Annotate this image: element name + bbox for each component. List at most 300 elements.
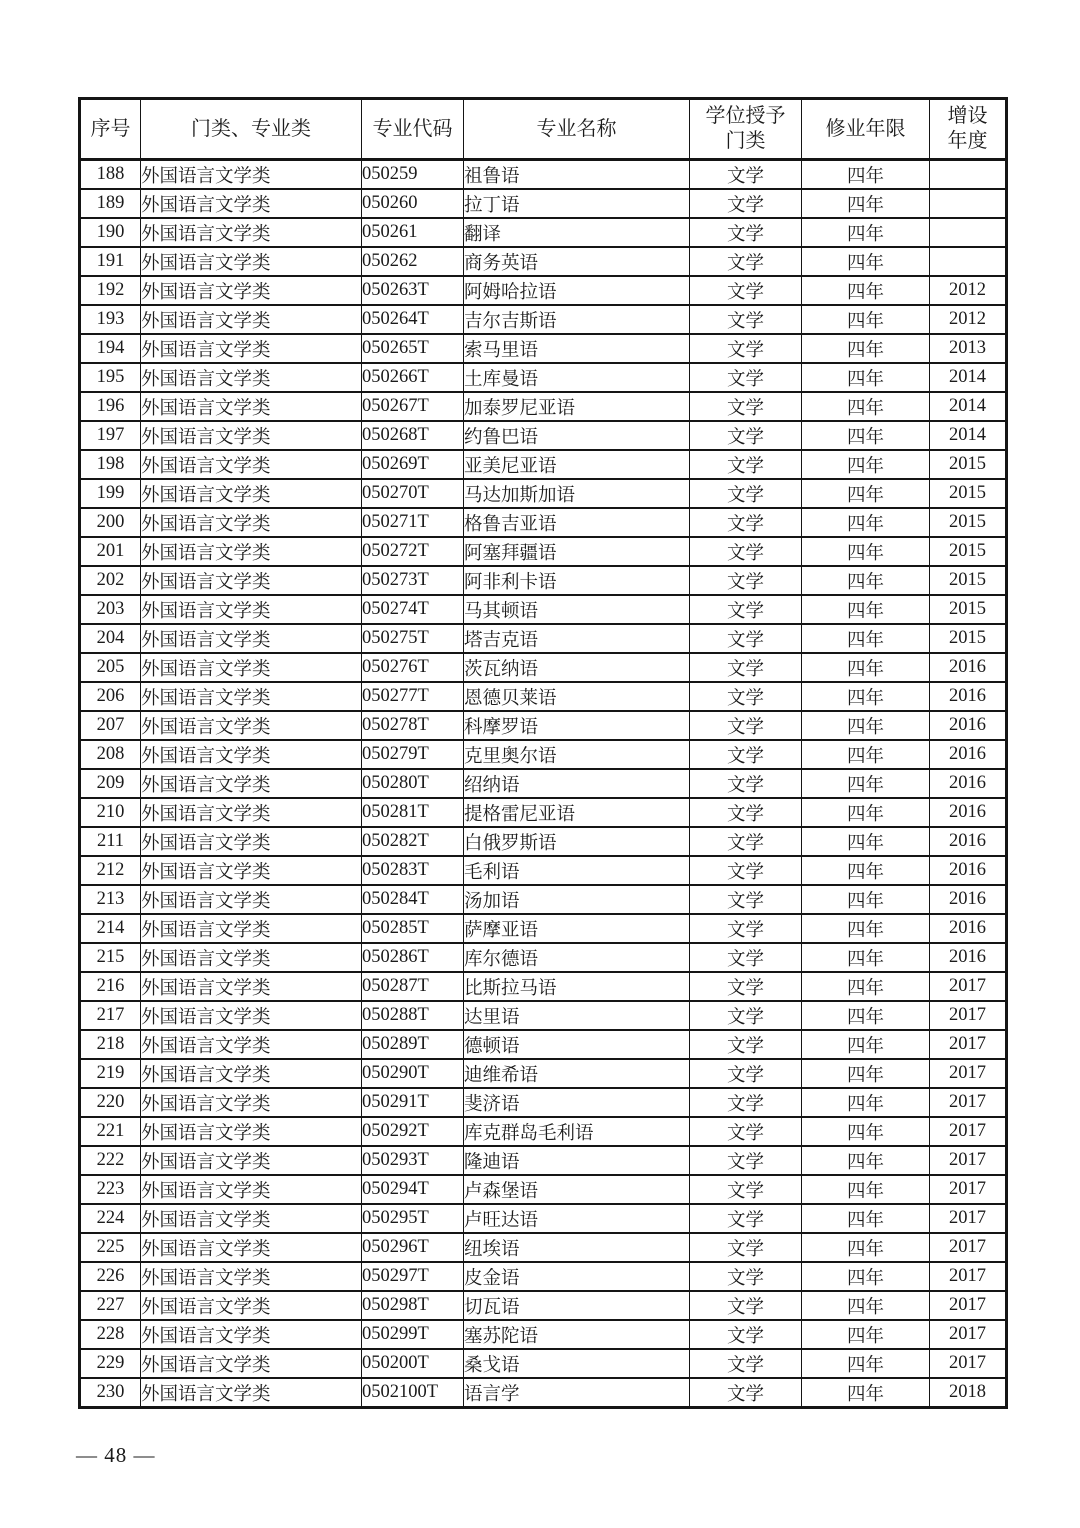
cell-code: 050275T <box>362 624 464 653</box>
cell-year-added: 2017 <box>930 1059 1007 1088</box>
cell-degree: 文学 <box>690 972 802 1001</box>
table-row <box>80 740 1007 769</box>
cell-category: 外国语言文学类 <box>141 363 362 392</box>
cell-index: 218 <box>80 1030 141 1059</box>
cell-code: 050268T <box>362 421 464 450</box>
cell-name: 切瓦语 <box>464 1291 690 1320</box>
cell-years: 四年 <box>802 624 930 653</box>
table-row <box>80 1262 1007 1291</box>
cell-index: 225 <box>80 1233 141 1262</box>
table-row <box>80 595 1007 624</box>
cell-degree: 文学 <box>690 1378 802 1408</box>
cell-degree: 文学 <box>690 363 802 392</box>
cell-years: 四年 <box>802 305 930 334</box>
cell-year-added: 2015 <box>930 508 1007 537</box>
cell-code: 050277T <box>362 682 464 711</box>
cell-years: 四年 <box>802 827 930 856</box>
cell-years: 四年 <box>802 392 930 421</box>
table-row <box>80 653 1007 682</box>
cell-code: 050298T <box>362 1291 464 1320</box>
table-row <box>80 305 1007 334</box>
cell-years: 四年 <box>802 769 930 798</box>
cell-category: 外国语言文学类 <box>141 508 362 537</box>
table-row <box>80 972 1007 1001</box>
cell-name: 塞苏陀语 <box>464 1320 690 1349</box>
table-row <box>80 1175 1007 1204</box>
cell-category: 外国语言文学类 <box>141 1349 362 1378</box>
cell-years: 四年 <box>802 914 930 943</box>
cell-index: 197 <box>80 421 141 450</box>
cell-year-added: 2017 <box>930 1349 1007 1378</box>
cell-index: 212 <box>80 856 141 885</box>
cell-code: 050289T <box>362 1030 464 1059</box>
cell-name: 亚美尼亚语 <box>464 450 690 479</box>
table-row <box>80 566 1007 595</box>
cell-year-added: 2015 <box>930 450 1007 479</box>
cell-category: 外国语言文学类 <box>141 1262 362 1291</box>
table-row <box>80 1059 1007 1088</box>
cell-code: 050264T <box>362 305 464 334</box>
cell-code: 050266T <box>362 363 464 392</box>
cell-years: 四年 <box>802 1117 930 1146</box>
cell-category: 外国语言文学类 <box>141 856 362 885</box>
cell-degree: 文学 <box>690 827 802 856</box>
page-number: — 48 — <box>76 1443 156 1467</box>
cell-years: 四年 <box>802 885 930 914</box>
cell-degree: 文学 <box>690 1088 802 1117</box>
cell-category: 外国语言文学类 <box>141 1233 362 1262</box>
cell-years: 四年 <box>802 566 930 595</box>
cell-code: 050299T <box>362 1320 464 1349</box>
cell-year-added: 2016 <box>930 653 1007 682</box>
cell-years: 四年 <box>802 450 930 479</box>
cell-index: 211 <box>80 827 141 856</box>
cell-year-added: 2016 <box>930 856 1007 885</box>
cell-name: 绍纳语 <box>464 769 690 798</box>
cell-code: 050294T <box>362 1175 464 1204</box>
cell-index: 227 <box>80 1291 141 1320</box>
header-category <box>141 99 362 160</box>
cell-name: 汤加语 <box>464 885 690 914</box>
cell-year-added <box>930 160 1007 190</box>
cell-index: 188 <box>80 160 141 190</box>
cell-year-added: 2013 <box>930 334 1007 363</box>
cell-degree: 文学 <box>690 740 802 769</box>
cell-years: 四年 <box>802 218 930 247</box>
cell-index: 223 <box>80 1175 141 1204</box>
cell-index: 209 <box>80 769 141 798</box>
header-name-label: 专业名称 <box>536 117 617 140</box>
cell-code: 050297T <box>362 1262 464 1291</box>
cell-code: 050278T <box>362 711 464 740</box>
cell-name: 语言学 <box>464 1378 690 1408</box>
cell-years: 四年 <box>802 479 930 508</box>
cell-category: 外国语言文学类 <box>141 624 362 653</box>
cell-year-added: 2014 <box>930 421 1007 450</box>
cell-name: 比斯拉马语 <box>464 972 690 1001</box>
cell-code: 050295T <box>362 1204 464 1233</box>
cell-degree: 文学 <box>690 624 802 653</box>
cell-years: 四年 <box>802 508 930 537</box>
cell-name: 阿塞拜疆语 <box>464 537 690 566</box>
cell-category: 外国语言文学类 <box>141 160 362 190</box>
cell-years: 四年 <box>802 682 930 711</box>
cell-category: 外国语言文学类 <box>141 537 362 566</box>
cell-years: 四年 <box>802 653 930 682</box>
cell-name: 茨瓦纳语 <box>464 653 690 682</box>
cell-name: 索马里语 <box>464 334 690 363</box>
cell-index: 205 <box>80 653 141 682</box>
cell-years: 四年 <box>802 1233 930 1262</box>
table-row <box>80 1378 1007 1408</box>
table-row <box>80 856 1007 885</box>
cell-name: 德顿语 <box>464 1030 690 1059</box>
cell-year-added: 2017 <box>930 972 1007 1001</box>
cell-index: 203 <box>80 595 141 624</box>
cell-code: 050262 <box>362 247 464 276</box>
cell-year-added: 2016 <box>930 740 1007 769</box>
cell-name: 加泰罗尼亚语 <box>464 392 690 421</box>
cell-year-added: 2012 <box>930 276 1007 305</box>
table-row <box>80 189 1007 218</box>
cell-index: 195 <box>80 363 141 392</box>
cell-category: 外国语言文学类 <box>141 479 362 508</box>
table-row <box>80 1030 1007 1059</box>
cell-name: 克里奥尔语 <box>464 740 690 769</box>
cell-index: 192 <box>80 276 141 305</box>
cell-category: 外国语言文学类 <box>141 334 362 363</box>
cell-index: 230 <box>80 1378 141 1408</box>
cell-degree: 文学 <box>690 1233 802 1262</box>
cell-year-added <box>930 189 1007 218</box>
table-row <box>80 1146 1007 1175</box>
cell-index: 200 <box>80 508 141 537</box>
header-category-label: 门类、专业类 <box>191 117 311 140</box>
cell-category: 外国语言文学类 <box>141 711 362 740</box>
cell-name: 翻译 <box>464 218 690 247</box>
cell-year-added: 2016 <box>930 711 1007 740</box>
header-code <box>362 99 464 160</box>
cell-category: 外国语言文学类 <box>141 276 362 305</box>
cell-code: 050296T <box>362 1233 464 1262</box>
cell-name: 迪维希语 <box>464 1059 690 1088</box>
cell-code: 050276T <box>362 653 464 682</box>
cell-years: 四年 <box>802 943 930 972</box>
cell-years: 四年 <box>802 1320 930 1349</box>
table-row <box>80 769 1007 798</box>
cell-category: 外国语言文学类 <box>141 798 362 827</box>
cell-category: 外国语言文学类 <box>141 885 362 914</box>
cell-year-added: 2016 <box>930 885 1007 914</box>
cell-years: 四年 <box>802 798 930 827</box>
cell-years: 四年 <box>802 1378 930 1408</box>
header-year-added <box>930 99 1007 160</box>
cell-category: 外国语言文学类 <box>141 392 362 421</box>
table-row <box>80 450 1007 479</box>
cell-category: 外国语言文学类 <box>141 247 362 276</box>
cell-name: 萨摩亚语 <box>464 914 690 943</box>
cell-index: 199 <box>80 479 141 508</box>
cell-index: 226 <box>80 1262 141 1291</box>
majors-table <box>78 97 1008 1409</box>
cell-degree: 文学 <box>690 885 802 914</box>
header-degree <box>690 99 802 160</box>
cell-category: 外国语言文学类 <box>141 1088 362 1117</box>
table-row <box>80 276 1007 305</box>
cell-name: 商务英语 <box>464 247 690 276</box>
cell-code: 050265T <box>362 334 464 363</box>
cell-name: 隆迪语 <box>464 1146 690 1175</box>
cell-category: 外国语言文学类 <box>141 189 362 218</box>
cell-years: 四年 <box>802 363 930 392</box>
cell-year-added: 2015 <box>930 566 1007 595</box>
cell-year-added: 2017 <box>930 1320 1007 1349</box>
cell-degree: 文学 <box>690 508 802 537</box>
cell-category: 外国语言文学类 <box>141 682 362 711</box>
cell-index: 206 <box>80 682 141 711</box>
cell-name: 拉丁语 <box>464 189 690 218</box>
table-row <box>80 914 1007 943</box>
cell-years: 四年 <box>802 247 930 276</box>
cell-year-added: 2014 <box>930 392 1007 421</box>
cell-degree: 文学 <box>690 421 802 450</box>
cell-years: 四年 <box>802 334 930 363</box>
header-year-added-label-line2: 年度 <box>947 130 988 152</box>
cell-years: 四年 <box>802 711 930 740</box>
cell-name: 土库曼语 <box>464 363 690 392</box>
cell-name: 恩德贝莱语 <box>464 682 690 711</box>
cell-category: 外国语言文学类 <box>141 1146 362 1175</box>
cell-index: 201 <box>80 537 141 566</box>
cell-years: 四年 <box>802 1001 930 1030</box>
cell-category: 外国语言文学类 <box>141 740 362 769</box>
cell-year-added: 2016 <box>930 798 1007 827</box>
cell-year-added: 2017 <box>930 1204 1007 1233</box>
cell-degree: 文学 <box>690 276 802 305</box>
header-code-label: 专业代码 <box>372 117 453 140</box>
cell-degree: 文学 <box>690 1262 802 1291</box>
cell-degree: 文学 <box>690 798 802 827</box>
cell-year-added: 2017 <box>930 1001 1007 1030</box>
cell-years: 四年 <box>802 1262 930 1291</box>
table-row <box>80 392 1007 421</box>
cell-name: 纽埃语 <box>464 1233 690 1262</box>
cell-category: 外国语言文学类 <box>141 1059 362 1088</box>
cell-degree: 文学 <box>690 305 802 334</box>
cell-degree: 文学 <box>690 914 802 943</box>
table-row <box>80 711 1007 740</box>
cell-year-added: 2016 <box>930 682 1007 711</box>
cell-name: 库尔德语 <box>464 943 690 972</box>
cell-degree: 文学 <box>690 856 802 885</box>
table-row <box>80 943 1007 972</box>
cell-category: 外国语言文学类 <box>141 305 362 334</box>
cell-index: 204 <box>80 624 141 653</box>
cell-category: 外国语言文学类 <box>141 1030 362 1059</box>
cell-code: 050271T <box>362 508 464 537</box>
table-row <box>80 1117 1007 1146</box>
table-row <box>80 247 1007 276</box>
cell-category: 外国语言文学类 <box>141 972 362 1001</box>
cell-name: 桑戈语 <box>464 1349 690 1378</box>
cell-degree: 文学 <box>690 1204 802 1233</box>
cell-years: 四年 <box>802 537 930 566</box>
cell-years: 四年 <box>802 972 930 1001</box>
cell-index: 229 <box>80 1349 141 1378</box>
table-row <box>80 1291 1007 1320</box>
cell-code: 050260 <box>362 189 464 218</box>
cell-code: 050290T <box>362 1059 464 1088</box>
cell-category: 外国语言文学类 <box>141 1320 362 1349</box>
cell-name: 皮金语 <box>464 1262 690 1291</box>
cell-code: 050291T <box>362 1088 464 1117</box>
cell-year-added: 2017 <box>930 1175 1007 1204</box>
table-row <box>80 1001 1007 1030</box>
cell-name: 马达加斯加语 <box>464 479 690 508</box>
cell-code: 050292T <box>362 1117 464 1146</box>
cell-year-added: 2017 <box>930 1262 1007 1291</box>
cell-index: 216 <box>80 972 141 1001</box>
cell-category: 外国语言文学类 <box>141 1204 362 1233</box>
cell-code: 050283T <box>362 856 464 885</box>
cell-name: 毛利语 <box>464 856 690 885</box>
cell-year-added: 2017 <box>930 1030 1007 1059</box>
cell-years: 四年 <box>802 740 930 769</box>
cell-degree: 文学 <box>690 1175 802 1204</box>
cell-index: 220 <box>80 1088 141 1117</box>
cell-degree: 文学 <box>690 711 802 740</box>
cell-year-added: 2015 <box>930 595 1007 624</box>
cell-code: 050263T <box>362 276 464 305</box>
cell-year-added: 2017 <box>930 1088 1007 1117</box>
cell-category: 外国语言文学类 <box>141 653 362 682</box>
cell-degree: 文学 <box>690 1349 802 1378</box>
cell-years: 四年 <box>802 421 930 450</box>
cell-code: 050288T <box>362 1001 464 1030</box>
cell-year-added: 2015 <box>930 624 1007 653</box>
cell-index: 202 <box>80 566 141 595</box>
cell-years: 四年 <box>802 1291 930 1320</box>
cell-degree: 文学 <box>690 1001 802 1030</box>
cell-category: 外国语言文学类 <box>141 218 362 247</box>
cell-category: 外国语言文学类 <box>141 566 362 595</box>
cell-degree: 文学 <box>690 1030 802 1059</box>
cell-degree: 文学 <box>690 1117 802 1146</box>
cell-code: 050270T <box>362 479 464 508</box>
cell-degree: 文学 <box>690 1059 802 1088</box>
table-body <box>80 160 1007 1408</box>
cell-category: 外国语言文学类 <box>141 1291 362 1320</box>
table-row <box>80 1349 1007 1378</box>
cell-years: 四年 <box>802 1088 930 1117</box>
cell-name: 科摩罗语 <box>464 711 690 740</box>
cell-category: 外国语言文学类 <box>141 914 362 943</box>
table-row <box>80 160 1007 190</box>
cell-category: 外国语言文学类 <box>141 769 362 798</box>
table-row <box>80 334 1007 363</box>
cell-name: 斐济语 <box>464 1088 690 1117</box>
cell-degree: 文学 <box>690 1291 802 1320</box>
cell-year-added: 2016 <box>930 943 1007 972</box>
cell-degree: 文学 <box>690 1146 802 1175</box>
cell-category: 外国语言文学类 <box>141 421 362 450</box>
table-row <box>80 1088 1007 1117</box>
table-row <box>80 827 1007 856</box>
cell-code: 050286T <box>362 943 464 972</box>
cell-degree: 文学 <box>690 160 802 190</box>
cell-code: 050287T <box>362 972 464 1001</box>
cell-year-added: 2015 <box>930 537 1007 566</box>
cell-code: 050259 <box>362 160 464 190</box>
cell-code: 050273T <box>362 566 464 595</box>
table-row <box>80 421 1007 450</box>
cell-year-added: 2018 <box>930 1378 1007 1408</box>
cell-degree: 文学 <box>690 218 802 247</box>
table-row <box>80 363 1007 392</box>
cell-degree: 文学 <box>690 450 802 479</box>
cell-year-added <box>930 218 1007 247</box>
cell-index: 219 <box>80 1059 141 1088</box>
table-row <box>80 798 1007 827</box>
cell-years: 四年 <box>802 1059 930 1088</box>
header-index <box>80 99 141 160</box>
cell-index: 214 <box>80 914 141 943</box>
cell-index: 228 <box>80 1320 141 1349</box>
header-degree-label-line2: 门类 <box>725 130 766 152</box>
cell-years: 四年 <box>802 1030 930 1059</box>
cell-years: 四年 <box>802 1204 930 1233</box>
header-name <box>464 99 690 160</box>
cell-code: 050282T <box>362 827 464 856</box>
cell-index: 208 <box>80 740 141 769</box>
cell-years: 四年 <box>802 1175 930 1204</box>
cell-code: 050293T <box>362 1146 464 1175</box>
header-years <box>802 99 930 160</box>
header-degree-label-line1: 学位授予 <box>705 105 786 127</box>
cell-degree: 文学 <box>690 682 802 711</box>
table-row <box>80 1204 1007 1233</box>
cell-category: 外国语言文学类 <box>141 1378 362 1408</box>
table-row <box>80 624 1007 653</box>
cell-category: 外国语言文学类 <box>141 595 362 624</box>
cell-category: 外国语言文学类 <box>141 1001 362 1030</box>
cell-name: 祖鲁语 <box>464 160 690 190</box>
cell-name: 卢旺达语 <box>464 1204 690 1233</box>
cell-index: 193 <box>80 305 141 334</box>
cell-year-added <box>930 247 1007 276</box>
cell-degree: 文学 <box>690 1320 802 1349</box>
cell-years: 四年 <box>802 1146 930 1175</box>
cell-index: 213 <box>80 885 141 914</box>
cell-year-added: 2015 <box>930 479 1007 508</box>
cell-degree: 文学 <box>690 769 802 798</box>
cell-code: 050279T <box>362 740 464 769</box>
cell-index: 221 <box>80 1117 141 1146</box>
cell-years: 四年 <box>802 1349 930 1378</box>
cell-category: 外国语言文学类 <box>141 943 362 972</box>
cell-index: 190 <box>80 218 141 247</box>
table-header <box>80 99 1007 160</box>
cell-degree: 文学 <box>690 392 802 421</box>
cell-year-added: 2016 <box>930 914 1007 943</box>
cell-code: 050280T <box>362 769 464 798</box>
cell-year-added: 2017 <box>930 1146 1007 1175</box>
table-row <box>80 479 1007 508</box>
cell-code: 050284T <box>362 885 464 914</box>
cell-index: 191 <box>80 247 141 276</box>
cell-code: 050281T <box>362 798 464 827</box>
cell-index: 217 <box>80 1001 141 1030</box>
